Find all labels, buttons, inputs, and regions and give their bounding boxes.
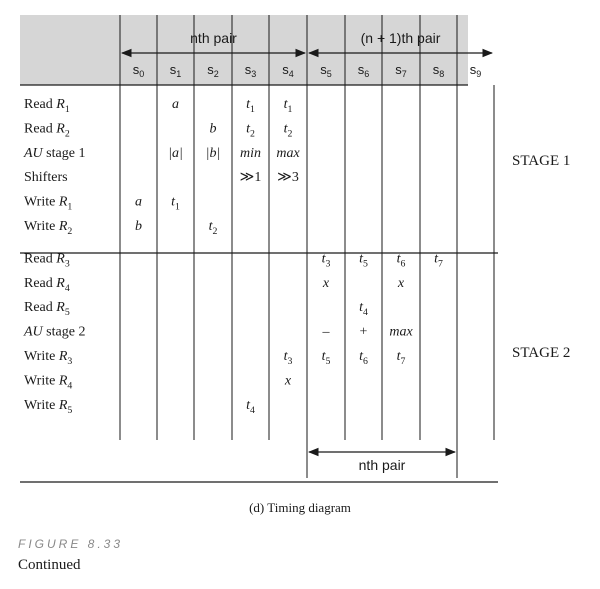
timing-cell: $t_6$ — [396, 251, 406, 270]
row-label: Write $R_5$ — [24, 397, 73, 416]
timing-cell: $t_1$ — [171, 194, 180, 213]
row-label: Read $R_4$ — [24, 275, 70, 294]
state-header-s5: $s_5$ — [320, 62, 332, 79]
timing-cell: max — [389, 324, 413, 340]
timing-cell: b — [209, 121, 217, 137]
timing-cell: |b| — [205, 145, 221, 161]
state-header-s3: $s_3$ — [244, 62, 257, 79]
timing-cell: x — [397, 275, 405, 291]
timing-cell: $t_6$ — [359, 349, 368, 367]
row-label: Write $R_2$ — [24, 219, 73, 237]
timing-cell: $t_4$ — [246, 397, 255, 416]
timing-cell: $t_7$ — [396, 349, 406, 367]
timing-cell: $t_4$ — [359, 300, 368, 319]
timing-cell: $t_3$ — [321, 251, 331, 270]
figure-caption: (d) Timing diagram — [249, 500, 351, 515]
timing-cell: x — [322, 275, 330, 291]
timing-cell: a — [172, 97, 179, 112]
nth-pair-bracket-label: nth pair — [190, 30, 237, 46]
row-label: AU stage 1 — [24, 145, 86, 161]
timing-cell: $t_1$ — [283, 97, 293, 115]
figure-continued: Continued — [18, 557, 81, 573]
timing-cell: x — [284, 373, 292, 389]
row-label: Write $R_4$ — [24, 373, 73, 392]
state-header-s2: $s_2$ — [207, 62, 219, 79]
timing-cell: $t_2$ — [246, 121, 255, 140]
row-label: Write $R_1$ — [24, 194, 73, 213]
bottom-nth-pair-bracket-label: nth pair — [358, 457, 406, 473]
row-label: Write $R_3$ — [24, 349, 73, 367]
timing-cell: $t_1$ — [246, 97, 255, 115]
timing-cell: min — [240, 145, 261, 161]
state-header-s8: $s_8$ — [432, 62, 445, 79]
timing-cell: + — [359, 324, 368, 340]
state-header-s9: $s_9$ — [469, 62, 482, 79]
row-label: Shifters — [24, 170, 68, 186]
timing-cell: $t_7$ — [434, 251, 443, 270]
row-label: Read $R_5$ — [24, 300, 70, 319]
row-label: Read $R_3$ — [24, 251, 70, 270]
timing-cell: $t_3$ — [283, 349, 293, 367]
timing-cell: $t_2$ — [283, 121, 293, 140]
timing-cell: – — [322, 324, 330, 340]
timing-cell: $t_2$ — [208, 219, 218, 237]
timing-cell: $t_5$ — [359, 251, 368, 270]
timing-cell: max — [276, 145, 300, 161]
row-label: Read $R_1$ — [24, 97, 70, 115]
timing-cell: |a| — [168, 145, 183, 161]
row-label: AU stage 2 — [24, 324, 86, 340]
timing-cell: ≫1 — [239, 170, 262, 186]
state-header-s6: $s_6$ — [357, 62, 370, 79]
n-plus-1-pair-bracket-label: (n + 1)th pair — [360, 30, 441, 46]
state-header-s7: $s_7$ — [395, 62, 407, 79]
state-header-s4: $s_4$ — [282, 62, 294, 79]
timing-cell: a — [135, 194, 142, 210]
timing-cell: $t_5$ — [321, 349, 331, 367]
timing-cell: ≫3 — [277, 170, 299, 186]
timing-cell: b — [135, 219, 142, 234]
stage-1-label: STAGE 1 — [512, 153, 571, 169]
row-label: Read $R_2$ — [24, 121, 70, 140]
figure-number: FIGURE 8.33 — [18, 537, 124, 551]
state-header-s0: $s_0$ — [132, 62, 145, 79]
state-header-s1: $s_1$ — [169, 62, 182, 79]
stage-2-label: STAGE 2 — [512, 345, 571, 361]
